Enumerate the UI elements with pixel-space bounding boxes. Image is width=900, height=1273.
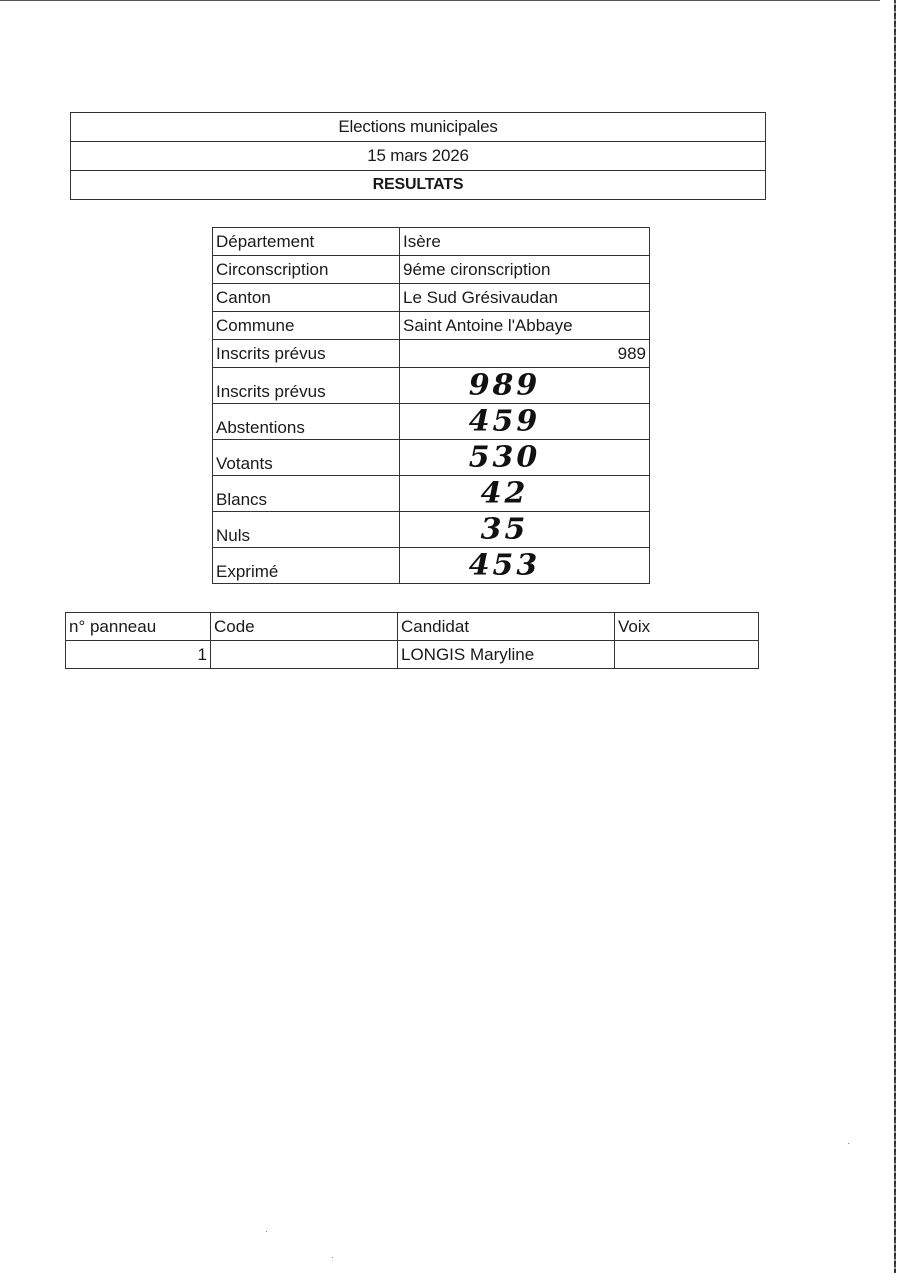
scan-speck — [266, 1231, 267, 1232]
handwritten-value: 35 — [480, 512, 529, 546]
info-row-blancs — [213, 476, 650, 512]
info-value: 9éme cironscription — [400, 256, 650, 284]
info-row-abstentions — [213, 404, 650, 440]
info-label: Blancs — [213, 476, 400, 512]
handwritten-value: 530 — [468, 440, 541, 474]
handwritten-value-cell — [400, 476, 650, 512]
handwritten-value: 989 — [468, 368, 541, 402]
info-row-circonscription — [213, 256, 650, 284]
candidates-table — [65, 612, 759, 669]
info-value: Le Sud Grésivaudan — [400, 284, 650, 312]
info-label: Inscrits prévus — [213, 368, 400, 404]
handwritten-value: 459 — [468, 404, 541, 438]
info-label: Inscrits prévus — [213, 340, 400, 368]
results-heading: RESULTATS — [372, 176, 464, 193]
handwritten-value-cell — [400, 440, 650, 476]
column-header: Candidat — [398, 613, 615, 641]
info-label: Exprimé — [213, 548, 400, 584]
info-label: Canton — [213, 284, 400, 312]
election-date: 15 mars 2026 — [71, 142, 765, 171]
candidate-cell: LONGIS Maryline — [398, 641, 615, 669]
info-row-commune — [213, 312, 650, 340]
handwritten-value-cell — [400, 548, 650, 584]
info-row-votants — [213, 440, 650, 476]
info-row-canton — [213, 284, 650, 312]
info-table — [212, 227, 650, 584]
info-row-inscrits-prevus — [213, 340, 650, 368]
info-label: Commune — [213, 312, 400, 340]
scan-speck — [848, 1143, 849, 1144]
info-value: Saint Antoine l'Abbaye — [400, 312, 650, 340]
handwritten-value-cell — [400, 512, 650, 548]
handwritten-value-cell — [400, 368, 650, 404]
code-cell — [211, 641, 398, 669]
column-header: n° panneau — [66, 613, 211, 641]
handwritten-value: 453 — [468, 548, 541, 582]
info-label: Circonscription — [213, 256, 400, 284]
table-row — [66, 641, 759, 669]
scan-edge-top — [0, 0, 880, 1]
info-label: Nuls — [213, 512, 400, 548]
header-block — [70, 112, 766, 200]
column-header: Voix — [615, 613, 759, 641]
info-label: Département — [213, 228, 400, 256]
info-value: Isère — [400, 228, 650, 256]
handwritten-value-cell — [400, 404, 650, 440]
info-label: Votants — [213, 440, 400, 476]
voix-cell — [615, 641, 759, 669]
scan-speck — [332, 1257, 333, 1258]
info-value: 989 — [400, 340, 650, 368]
column-header: Code — [211, 613, 398, 641]
handwritten-value: 42 — [480, 476, 529, 510]
info-row-inscrits-prevus-handwritten — [213, 368, 650, 404]
candidates-header-row — [66, 613, 759, 641]
info-label: Abstentions — [213, 404, 400, 440]
info-row-exprime — [213, 548, 650, 584]
panneau-cell: 1 — [66, 641, 211, 669]
election-title: Elections municipales — [71, 113, 765, 142]
scan-edge-right — [894, 0, 896, 1273]
info-row-nuls — [213, 512, 650, 548]
info-row-departement — [213, 228, 650, 256]
